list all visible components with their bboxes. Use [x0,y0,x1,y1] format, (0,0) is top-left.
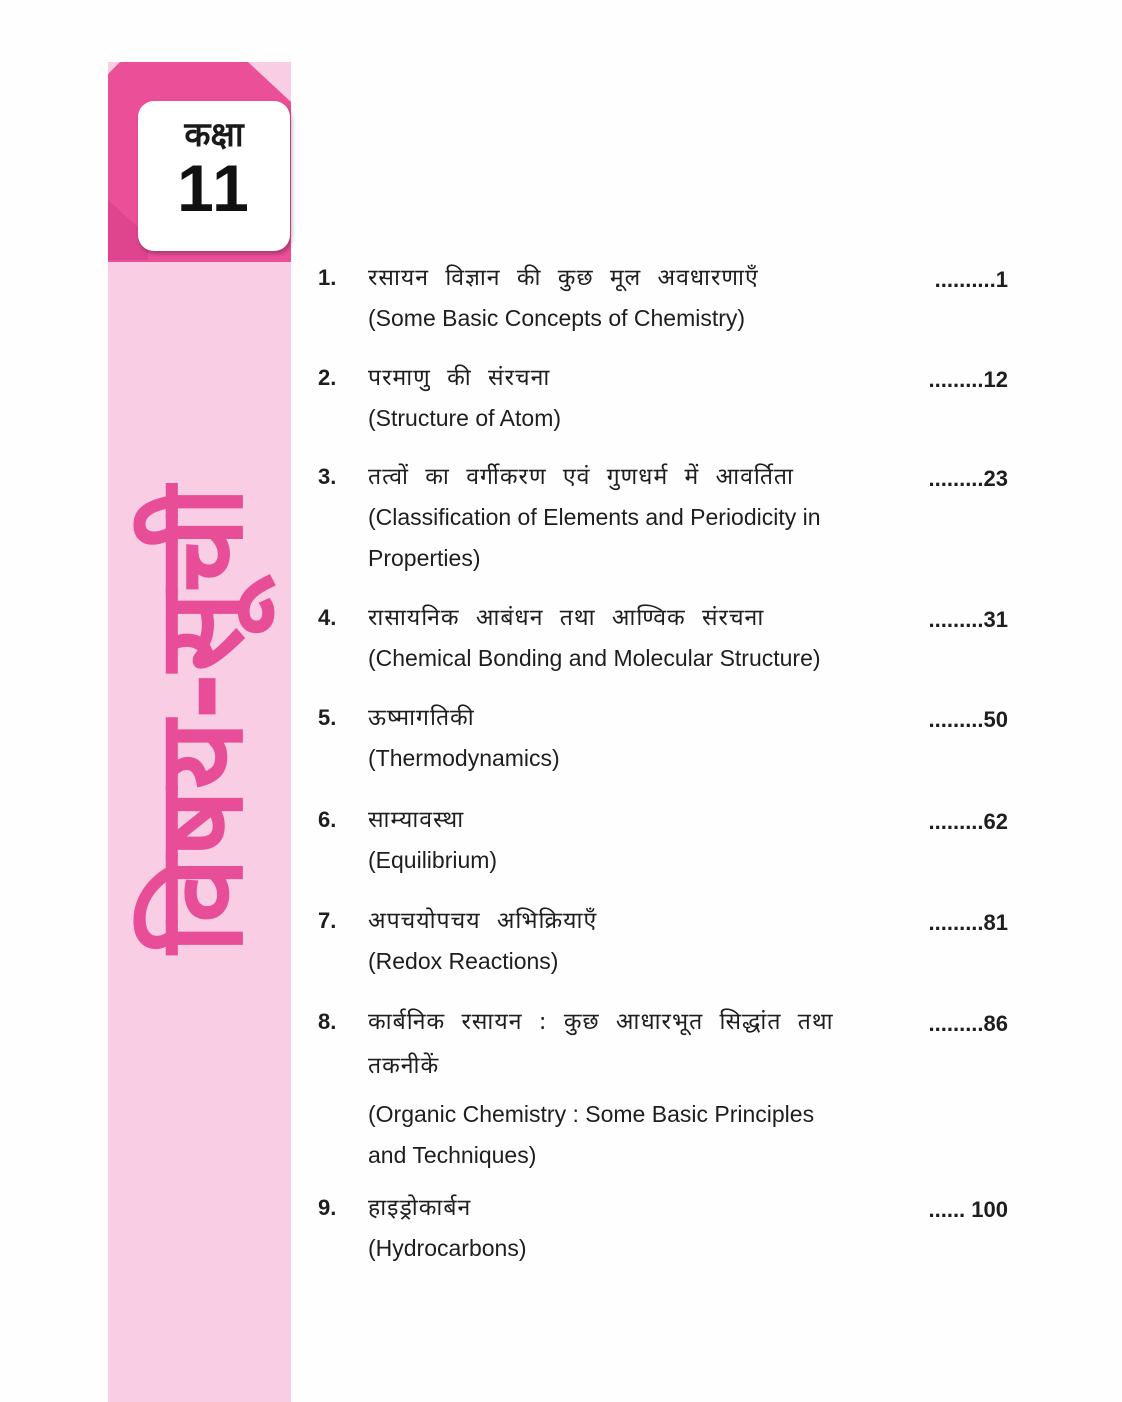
toc-entry-english-title: (Hydrocarbons) [368,1235,527,1261]
toc-entry-page: .........12 [928,367,1008,392]
toc-entry-number: 1. [318,265,337,290]
toc-entry-number: 7. [318,908,337,933]
toc-entry-hindi-title: परमाणु की संरचना [368,365,551,391]
toc-entry-english-title: (Some Basic Concepts of Chemistry) [368,305,746,331]
toc-entry-page: .........86 [928,1011,1008,1036]
toc-entry-page: .........81 [928,910,1008,935]
toc-entry-number: 5. [318,705,337,730]
toc-entry-page: .........50 [928,707,1008,732]
class-badge [138,101,290,251]
toc-entry-number: 4. [318,605,337,630]
toc-entry-page: ..........1 [934,267,1008,292]
toc-entry-hindi-title: हाइड्रोकार्बन [368,1195,472,1221]
toc-entry-english-title: (Organic Chemistry : Some Basic Principles and Techniques) [368,1101,815,1168]
toc-entry-number: 2. [318,365,337,390]
toc-entry-hindi-title: अपचयोपचय अभिक्रियाएँ [368,908,598,934]
toc-entry-hindi-title: कार्बनिक रसायन : कुछ आधारभूत सिद्धांत तथा तकनीकें [368,1009,834,1079]
toc-entry-hindi-title: तत्वों का वर्गीकरण एवं गुणधर्म में आवर्तिता [368,464,794,490]
toc-entry-page: .........23 [928,466,1008,491]
toc-entry-english-title: (Thermodynamics) [368,745,560,771]
toc-entry-page: ...... 100 [928,1197,1008,1222]
class-number: 11 [177,151,251,225]
toc-entry-page: .........31 [928,607,1008,632]
toc-entry-english-title: (Structure of Atom) [368,405,562,431]
table-of-contents [318,0,1018,1402]
toc-entry-hindi-title: रसायन विज्ञान की कुछ मूल अवधारणाएँ [368,265,759,291]
toc-entry-number: 8. [318,1009,337,1034]
toc-entry-hindi-title: ऊष्मागतिकी [368,705,475,731]
toc-entry-english-title: (Equilibrium) [368,847,498,873]
toc-entry-english-title: (Classification of Elements and Periodicity in Properties) [368,504,821,571]
toc-entry-number: 9. [318,1195,337,1220]
toc-entry-number: 6. [318,807,337,832]
toc-entry-english-title: (Redox Reactions) [368,948,559,974]
class-label: कक्षा [184,115,244,155]
toc-entry-number: 3. [318,464,337,489]
toc-entry-english-title: (Chemical Bonding and Molecular Structure) [368,645,821,671]
toc-entry-page: .........62 [928,809,1008,834]
toc-entry-hindi-title: साम्यावस्था [368,807,465,833]
toc-entry-hindi-title: रासायनिक आबंधन तथा आण्विक संरचना [368,605,765,631]
contents-title: विषय-सूची [131,486,269,954]
